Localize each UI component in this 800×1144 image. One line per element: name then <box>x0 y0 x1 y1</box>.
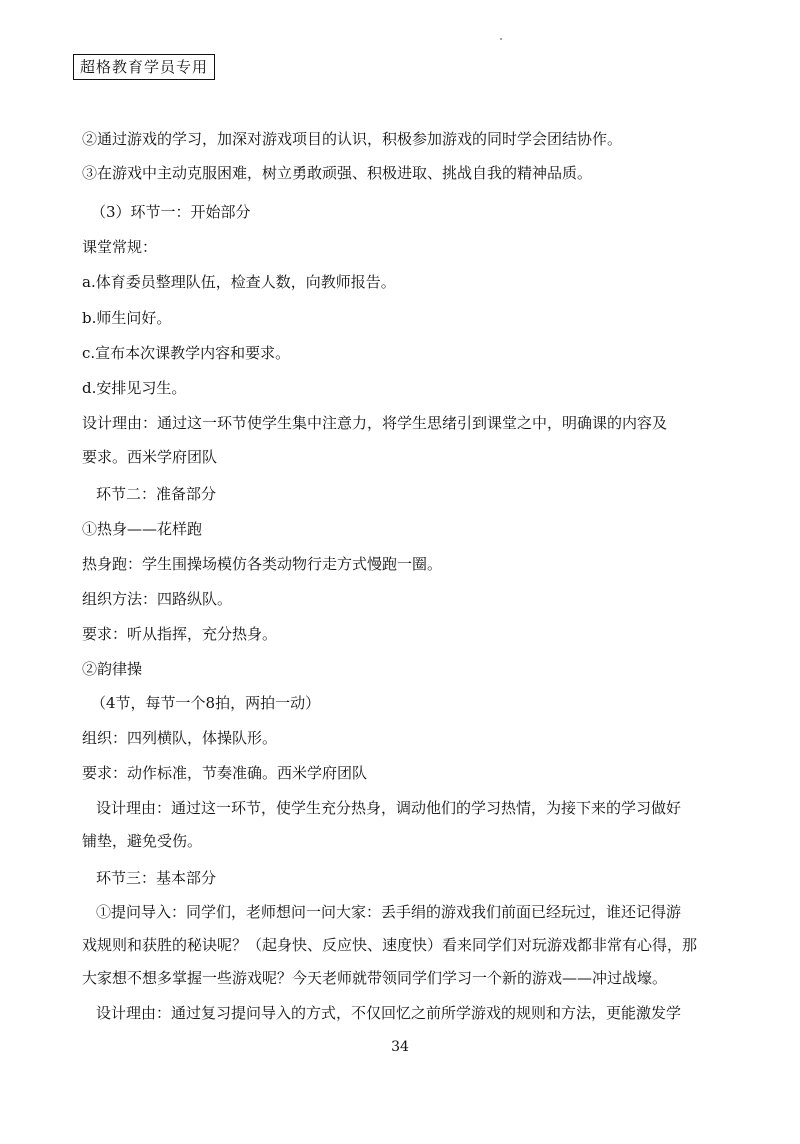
section-heading-prep: 环节二：准备部分 <box>96 485 217 503</box>
paragraph-rhythm-detail: （4节，每节一个8拍，两拍一动） <box>91 694 321 712</box>
page-number: 34 <box>391 1039 409 1055</box>
section-heading-basic: 环节三：基本部分 <box>96 869 217 887</box>
paragraph-requirement-2: 要求：动作标准，节奏准确。西米学府团队 <box>82 764 368 782</box>
paragraph-rationale-1: 设计理由：通过这一环节使学生集中注意力，将学生思绪引到课堂之中，明确课的内容及 <box>82 414 668 432</box>
paragraph-rationale-1-cont: 要求。西米学府团队 <box>82 448 218 466</box>
paragraph-warmup-run: 热身跑：学生围操场模仿各类动物行走方式慢跑一圈。 <box>82 555 443 573</box>
list-item-b: b.师生问好。 <box>82 309 172 327</box>
section-heading-start: （3）环节一：开始部分 <box>91 203 251 221</box>
paragraph-rationale-2: 设计理由：通过这一环节，使学生充分热身，调动他们的学习热情，为接下来的学习做好 <box>96 799 682 817</box>
paragraph-intro-question-cont-2: 大家想不想多掌握一些游戏呢？今天老师就带领同学们学习一个新的游戏——冲过战壕。 <box>82 969 668 987</box>
paragraph-organization-1: 组织方法：四路纵队。 <box>82 590 233 608</box>
paragraph-objective-2: ②通过游戏的学习，加深对游戏项目的认识，积极参加游戏的同时学会团结协作。 <box>82 130 623 148</box>
paragraph-rationale-2-cont: 铺垫，避免受伤。 <box>82 832 203 850</box>
header-label: 超格教育学员专用 <box>73 54 215 80</box>
paragraph-objective-3: ③在游戏中主动克服困难，树立勇敢顽强、积极进取、挑战自我的精神品质。 <box>82 164 593 182</box>
paragraph-requirement-1: 要求：听从指挥，充分热身。 <box>82 625 278 643</box>
paragraph-intro-question-cont-1: 戏规则和获胜的秘诀呢？（起身快、反应快、速度快）看来同学们对玩游戏都非常有心得，那 <box>82 936 698 954</box>
list-item-c: c.宣布本次课教学内容和要求。 <box>82 344 291 362</box>
scan-speck <box>500 38 502 40</box>
paragraph-intro-question: ①提问导入：同学们，老师想问一问大家：丢手绢的游戏我们前面已经玩过，谁还记得游 <box>96 903 682 921</box>
list-item-d: d.安排见习生。 <box>82 379 187 397</box>
paragraph-rationale-3: 设计理由：通过复习提问导入的方式，不仅回忆之前所学游戏的规则和方法，更能激发学 <box>96 1004 682 1022</box>
list-item-a: a.体育委员整理队伍，检查人数，向教师报告。 <box>82 273 396 291</box>
paragraph-organization-2: 组织：四列横队，体操队形。 <box>82 729 278 747</box>
paragraph-routine-title: 课堂常规： <box>82 238 158 256</box>
paragraph-warmup-title: ①热身——花样跑 <box>82 520 203 538</box>
paragraph-rhythm-title: ②韵律操 <box>82 660 143 678</box>
